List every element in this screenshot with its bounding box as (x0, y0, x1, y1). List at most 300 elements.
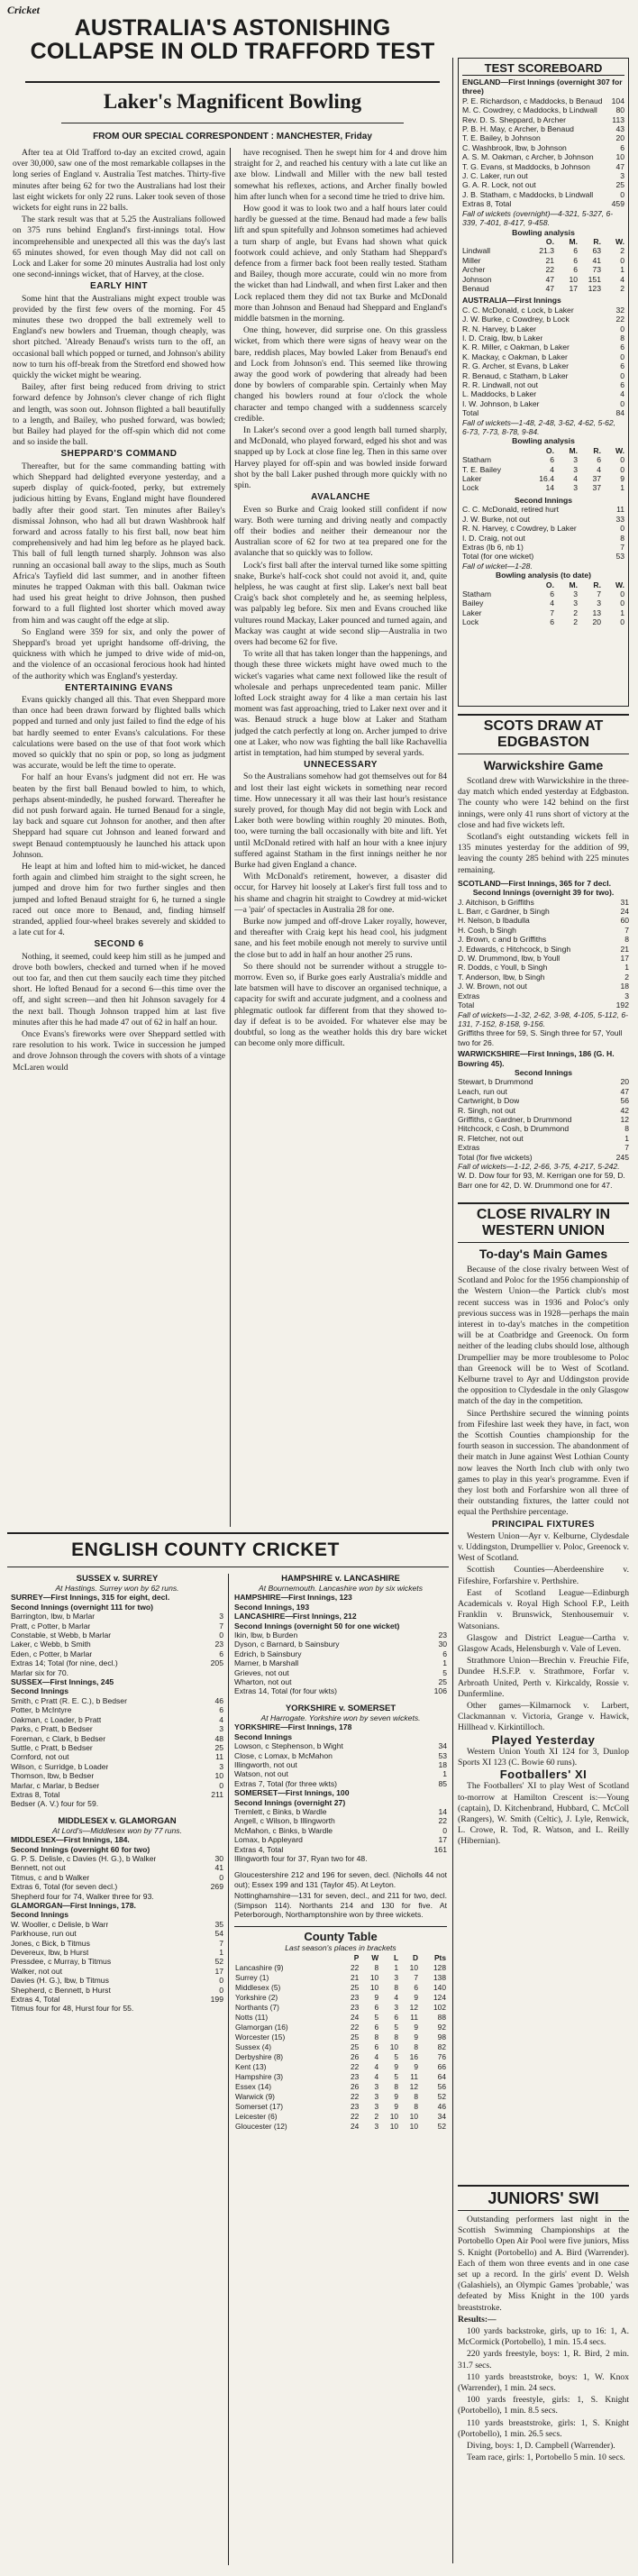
bowling-figure: 20 (592, 617, 601, 627)
score-row (11, 1967, 223, 1976)
table-cell: 7 (414, 1972, 418, 1982)
england-fall-of-wickets: Fall of wickets (overnight)—4-321, 5-327, 6-339, 7-401, 8-417, 9-458. (462, 208, 614, 228)
batsman-entry: R. N. Harvey, c Cowdrey, b Laker (462, 524, 577, 534)
article-paragraph: Lock's first ball after the interval turned like some spitting snake, Burke's half-cock shot could not avoid it, and, quite helpless, he was caught at first slip. Laker's next ball beat Craig's back shot completely and he, as seeming helpless, was palpably leg before. Six men and Evans crouched like vultures round Mackay, Laker pounced and turned again, and Mackay was caught at wide second slip—Australia in two overs had become 62 for five. (234, 560, 447, 647)
score-row (11, 1771, 223, 1780)
bowling-figure: 6 (550, 455, 554, 465)
batsman-entry: W. Wooller, c Delisle, b Warr (11, 1919, 109, 1929)
score-line: Second Innings, 193 (234, 1602, 310, 1612)
table-cell: 4 (374, 2061, 379, 2071)
batsman-entry: A. S. M. Oakman, c Archer, b Johnson (462, 152, 594, 162)
article-paragraph: Scotland's eight outstanding wickets fell in 135 minutes yesterday for the addition of 99, leaving the county 285 behind with 225 minutes remaining. (458, 832, 629, 875)
table-cell: 3 (374, 2121, 379, 2131)
bowling-figure: 13 (592, 607, 601, 617)
batsman-entry: M. C. Cowdrey, c Maddocks, b Lindwall (462, 105, 597, 115)
table-cell: 12 (409, 2002, 418, 2012)
runs-value: 3 (219, 1761, 223, 1771)
score-row (234, 1649, 447, 1658)
match-heading: YORKSHIRE v. SOMERSET (285, 1703, 396, 1713)
table-cell: 6 (374, 2022, 379, 2032)
score-row (234, 1677, 447, 1686)
batsman-entry: G. P. S. Delisle, c Davies (H. G.), b Walker (11, 1853, 157, 1863)
scots-text (458, 776, 629, 876)
batsman-entry: Lomax, b Appleyard (234, 1835, 303, 1845)
score-line: LANCASHIRE—First Innings, 212 (234, 1612, 357, 1621)
bowler-name: Lindwall (462, 246, 491, 256)
score-row (11, 1995, 223, 2004)
crosshead: AVALANCHE (311, 492, 370, 503)
table-cell: 23 (350, 2101, 360, 2111)
score-row (462, 352, 624, 361)
score-row (234, 1760, 447, 1769)
score-row (234, 1769, 447, 1778)
score-row (11, 1621, 223, 1631)
score-row (11, 1873, 223, 1882)
batsman-entry: R. R. Lindwall, not out (462, 380, 539, 389)
runs-value: 33 (615, 514, 624, 524)
result-line: 100 yards backstroke, girls, up to 16: 1, A. McCormick (Portobello), 1 min. 15.4 secs. (458, 2326, 629, 2348)
runs-value: 84 (615, 408, 624, 418)
bowler-name: Benaud (462, 283, 489, 293)
score-row (462, 389, 624, 398)
score-row (11, 1612, 223, 1621)
bowling-figure: 63 (592, 246, 601, 256)
juniors-text (458, 2215, 629, 2463)
runs-value: 6 (620, 142, 624, 152)
table-row (234, 2032, 447, 2042)
batsman-entry: Extras 8, Total (11, 1789, 60, 1799)
score-row (11, 1939, 223, 1948)
table-cell: 3 (394, 2002, 399, 2012)
county-result-paragraph: Gloucestershire 212 and 196 for seven, decl. (Nicholls 44 not out); Essex 199 and 131 (Taylor 45). At Leyton. (234, 1870, 447, 1889)
column-divider (452, 58, 453, 2563)
bowling-figure: 3 (573, 598, 578, 608)
bowling-figure: 6 (550, 617, 554, 627)
bowling-figure: 7 (550, 607, 554, 617)
table-row (234, 1973, 447, 1983)
table-cell: 9 (394, 2101, 399, 2111)
runs-value: 6 (442, 1649, 447, 1658)
article-column-1 (13, 148, 225, 1527)
score-row (462, 524, 624, 533)
table-cell: 9 (414, 2032, 418, 2042)
batsman-entry: Total (for one wicket) (462, 552, 534, 562)
batsman-entry: Potter, b McIntyre (11, 1705, 72, 1715)
bowling-col-head: M. (569, 580, 578, 589)
score-row (462, 199, 624, 208)
score-row (462, 324, 624, 333)
batsman-entry: G. A. R. Lock, not out (462, 180, 536, 190)
batsman-entry: Shepherd, c Bennett, b Hurst (11, 1985, 111, 1995)
australia-second-innings-list (462, 505, 624, 561)
runs-value: 1 (624, 963, 629, 973)
table-cell: 10 (409, 2121, 418, 2131)
score-line: Second Innings (11, 1686, 68, 1696)
score-row (458, 907, 629, 916)
table-cell: 8 (414, 2101, 418, 2111)
bowling-figure: 9 (620, 474, 624, 484)
table-cell: 9 (374, 1992, 379, 2002)
result-line: Team race, girls: 1, Portobello 5 min. 10 secs. (467, 2453, 625, 2463)
bowler-name: Statham (462, 455, 492, 465)
score-row (458, 935, 629, 944)
table-row (234, 2102, 447, 2112)
second-innings-fall-of-wicket: Fall of wicket—1-28. (462, 561, 533, 571)
bowling-figure: 1 (620, 607, 624, 617)
runs-value: 17 (438, 1835, 447, 1845)
batsman-entry: Barrington, lbw, b Marlar (11, 1612, 96, 1621)
table-cell: 9 (394, 2091, 399, 2101)
score-line: YORKSHIRE—First Innings, 178 (234, 1722, 352, 1732)
table-cell: 16 (409, 2051, 418, 2061)
bowling-figure: 14 (545, 483, 554, 493)
table-cell: 9 (414, 1992, 418, 2002)
table-cell: 9 (414, 2061, 418, 2071)
batsman-entry: Pratt, c Potter, b Marlar (11, 1621, 91, 1631)
table-header-row (234, 1953, 447, 1963)
table-cell: 66 (437, 2061, 446, 2071)
runs-value: 0 (219, 1985, 223, 1995)
table-cell: 26 (350, 2081, 360, 2091)
runs-value: 1 (442, 1658, 447, 1668)
article-paragraph: Even so Burke and Craig looked still confident if now wary. Both were turning and driving neatly and compactly off their bodies and neither their demeanour nor the Australian score of 62 for two at tea prepared one for the avalanche that so quickly was to follow. (234, 504, 447, 559)
runs-value: 0 (620, 352, 624, 361)
batsman-entry: Angell, c Wilson, b Illingworth (234, 1816, 335, 1826)
score-row (458, 963, 629, 972)
article-paragraph: Because of the close rivalry between West of Scotland and Poloc for the 1956 championship of the Western Union—the Partick club's most recent success was in 1936 and Poloc's only previous success was in 1928—perhaps the main interest in to-day's matches in the competition will be at Coatbridge and Greenock. On form neither of the leading clubs should lose, although Drumpellier may be more troublesome to Poloc than Greenock will be to West of Scotland. Kelburne travel to Ayr and Uddingston provide the opposition to Clydesdale in the only Glasgow match of the day in the competition. (458, 1265, 629, 1407)
crosshead: UNNECESSARY (304, 760, 378, 771)
score-row (11, 1976, 223, 1985)
table-cell: 6 (374, 2042, 379, 2051)
runs-value: 161 (433, 1844, 447, 1854)
score-row (462, 343, 624, 352)
juniors-swimming-article (458, 2185, 629, 2463)
bowling-row (462, 608, 624, 617)
article-paragraph: Once Evans's fireworks were over Sheppard settled with rare resolution to his work. Twice in succession he jumped and drove Johnson through the covers with shots of a vintage McLaren would (13, 1029, 225, 1073)
scots-headline: SCOTS DRAW AT EDGBASTON (458, 714, 629, 754)
article-paragraph: Bailey, after first being reduced from driving to strict forward defence by Johnson's clever change of rich flight and length, was soon out. Johnson flighted a ball beautifully to a length, and Bailey, who pushed forward, was bowled; but Bailey had played for the off-spin which did not come and so inside the ball. (13, 382, 225, 448)
bowler-name: Statham (462, 589, 492, 598)
bowling-figure: 47 (545, 283, 554, 293)
table-cell: 22 (350, 2111, 360, 2121)
table-cell: 24 (350, 2121, 360, 2131)
scoreboard-title: TEST SCOREBOARD (462, 61, 624, 76)
match-result: At Bournemouth. Lancashire won by six wickets (259, 1584, 423, 1593)
article-paragraph: Outstanding performers last night in the Scottish Swimming Championships at the Portobello Open Air Pool were five juniors, Miss S. Knight (Portobello) and A. Bird (Warrender). Each of them won three events and in one case set up a record. In the girls' event D. Welsh (Galashiels), an Olympic Games 'probable,' was defeated by Miss Knight in the 100 yards breaststroke. (458, 2215, 629, 2313)
table-row (234, 2112, 447, 2122)
results-head: Results:— (458, 2314, 497, 2325)
bowling-header-row (462, 446, 624, 455)
batsman-entry: Walker, not out (11, 1966, 63, 1976)
runs-value: 60 (620, 916, 629, 926)
table-cell: 88 (437, 2012, 446, 2022)
article-paragraph: Some hint that the Australians might expect trouble was provided by the first few overs of the morning. For 45 minutes these two dropped the ball extremely well to England's new bowlers and Trueman, though cheaply, was short pitched. 'Already Benaud's wrists turn to the off, an occasional ball which popped or turned, and Johnson's ability now to turn his off-break from the Stretford end showed how quickly the wicket might be wearing. (13, 293, 225, 381)
county-result-paragraph: Nottinghamshire—131 for seven, decl., and 211 for two, decl. (Simpson 114). Northants 214 and 130 for five. At Peterborough, Northamptonshire won by three wickets. (234, 1891, 447, 1919)
batsman-entry: C. C. McDonald, retired hurt (462, 505, 559, 515)
county-match (234, 1574, 447, 1696)
bowling-figure: 2 (573, 617, 578, 627)
score-line: Second Innings (overnight 60 for two) (11, 1844, 150, 1854)
batsman-entry: J. Edwards, c Hitchcock, b Singh (458, 944, 571, 954)
batsman-entry: Bennett, not out (11, 1863, 66, 1873)
bowling-figure: 0 (620, 589, 624, 598)
article-paragraph: After tea at Old Trafford to-day an excited crowd, again over 30,000, saw one of the most remarkable collapses in the long series of England v. Australia Test matches. Thirty-five minutes after being 62 for two the Australians had lost their last eight wickets for only 22 runs. Laker took seven of those wickets for eight runs in 22 balls. (13, 148, 225, 214)
bowling-figure: 2 (620, 246, 624, 256)
batsman-entry: Total (458, 1000, 475, 1010)
fixture-line: Glasgow and District League—Cartha v. Glasgow Acads, Helensburgh v. Vale of Leven. (458, 1632, 629, 1654)
runs-value: 7 (624, 925, 629, 935)
bowling-to-date-head: Bowling analysis (to date) (495, 571, 591, 580)
bowling-figure: 151 (588, 274, 601, 284)
match-result: At Harrogate. Yorkshire won by seven wickets. (260, 1713, 421, 1722)
table-column-header: Pts (433, 1952, 446, 1962)
table-cell: 23 (350, 2071, 360, 2081)
bowling-figure: 0 (620, 255, 624, 265)
runs-value: 1 (442, 1769, 447, 1779)
runs-value: 41 (214, 1863, 223, 1873)
article-paragraph: have recognised. Then he swept him for 4 and drove him straight for 2, and reached his century with a late cut like an axe blow. Lindwall and Miller with the new ball tested somewhat his reflexes, actions, and Archer finally bowled him after lunch when for a second time he tried to drive him. (234, 148, 447, 202)
scots-subhead: Warwickshire Game (483, 758, 604, 772)
bowling-figure: 6 (597, 455, 601, 465)
score-row (458, 945, 629, 954)
score-line: Marlar six for 70. (11, 1667, 68, 1677)
score-row (458, 973, 629, 982)
bowling-row (462, 246, 624, 255)
bowling-col-head: M. (569, 236, 578, 246)
batsman-entry: J. W. Brown, not out (458, 982, 527, 991)
batsman-entry: J. B. Statham, c Maddocks, b Lindwall (462, 189, 594, 199)
crosshead: SHEPPARD'S COMMAND (60, 449, 178, 460)
score-line: Titmus four for 48, Hurst four for 55. (11, 2004, 134, 2014)
table-cell: 98 (437, 2032, 446, 2042)
table-cell: 1 (394, 1962, 399, 1972)
table-cell: 10 (389, 2121, 399, 2131)
table-cell: 8 (394, 1982, 399, 1992)
runs-value: 113 (612, 114, 624, 124)
runs-value: 32 (615, 305, 624, 315)
bowling-figure: 6 (573, 265, 578, 275)
main-headline: AUSTRALIA'S ASTONISHING COLLAPSE IN OLD TRAFFORD TEST (30, 15, 435, 64)
bowler-name: Laker (462, 607, 482, 617)
score-row (11, 1929, 223, 1938)
result-line: Diving, boys: 1, D. Campbell (Warrender). (467, 2441, 615, 2452)
batsman-entry: Thomson, lbw, b Bedser (11, 1771, 95, 1781)
table-cell: 22 (350, 2022, 360, 2032)
table-cell: 4 (374, 2071, 379, 2081)
bowler-name: Laker (462, 474, 482, 484)
runs-value: 7 (620, 542, 624, 552)
runs-value: 211 (211, 1789, 223, 1799)
bowling-col-head: R. (593, 445, 601, 455)
batsman-entry: L. Barr, c Gardner, b Singh (458, 907, 550, 917)
table-cell: 4 (374, 2051, 379, 2061)
table-cell: 8 (394, 2081, 399, 2091)
bowling-row (462, 256, 624, 265)
runs-value: 104 (611, 96, 624, 105)
score-row (458, 1096, 629, 1105)
county-name: Northants (7) (235, 2002, 279, 2012)
table-cell: 3 (374, 2091, 379, 2101)
table-cell: 9 (394, 2061, 399, 2071)
table-cell: 24 (350, 2012, 360, 2022)
table-row (234, 2062, 447, 2072)
score-row (462, 371, 624, 380)
runs-value: 31 (620, 897, 629, 907)
table-cell: 22 (350, 2091, 360, 2101)
score-row (234, 1807, 447, 1816)
runs-value: 0 (620, 324, 624, 333)
bowling-figure: 0 (620, 617, 624, 627)
batsman-entry: K. R. Miller, c Oakman, b Laker (462, 343, 570, 352)
batsman-entry: Extras 8, Total (462, 199, 512, 209)
batsman-entry: Extras (458, 991, 480, 1000)
score-row (462, 306, 624, 315)
county-name: Glamorgan (16) (235, 2022, 288, 2032)
runs-value: 23 (438, 1631, 447, 1640)
runs-value: 47 (620, 1086, 629, 1096)
article-paragraph: Scotland drew with Warwickshire in the three-day match which ended yesterday at Edgbaston. The county who were 142 behind on the first innings, were only 41 runs short of victory at the close and had five wickets left. (458, 776, 629, 830)
table-column-header: D (412, 1952, 418, 1962)
bowling-col-head: W. (615, 580, 624, 589)
bowling-col-head: W. (615, 236, 624, 246)
score-line: Second Innings (11, 1910, 68, 1920)
bowling-figure: 123 (588, 283, 601, 293)
table-cell: 34 (437, 2111, 446, 2121)
table-cell: 10 (409, 2111, 418, 2121)
bowler-col-head (462, 580, 531, 589)
score-row (458, 1143, 629, 1152)
batsman-entry: Extras (lb 6, nb 1) (462, 542, 524, 552)
bowling-figure: 4 (550, 464, 554, 474)
bowling-figure: 16.4 (539, 474, 554, 484)
county-name: Hampshire (3) (235, 2071, 284, 2081)
batsman-entry: T. Anderson, lbw, b Singh (458, 972, 545, 982)
runs-value: 30 (214, 1853, 223, 1863)
batsman-entry: Extras 7, Total (for three wkts) (234, 1778, 337, 1788)
runs-value: 3 (624, 991, 629, 1000)
section-label: Cricket (7, 4, 40, 16)
batsman-entry: Cornford, not out (11, 1752, 69, 1762)
score-row (462, 315, 624, 324)
scots-draw-article (458, 714, 629, 1190)
bowling-figure: 3 (573, 455, 578, 465)
bowler-name: T. E. Bailey (462, 464, 501, 474)
score-line: MIDDLESEX—First Innings, 184. (11, 1835, 130, 1845)
bowling-figure: 47 (545, 274, 554, 284)
county-name: Kent (13) (235, 2061, 267, 2071)
table-cell: 23 (350, 1992, 360, 2002)
runs-value: 3 (620, 171, 624, 181)
bowling-figure: 22 (545, 265, 554, 275)
runs-value: 17 (214, 1966, 223, 1976)
bowling-figure: 6 (573, 255, 578, 265)
score-row (462, 399, 624, 408)
batsman-entry: R. G. Archer, st Evans, b Laker (462, 361, 569, 371)
table-cell: 12 (409, 2081, 418, 2091)
table-cell: 8 (414, 2042, 418, 2051)
table-cell: 10 (369, 1972, 379, 1982)
match-result: At Lord's—Middlesex won by 77 runs. (52, 1825, 182, 1835)
score-row (234, 1741, 447, 1750)
headline-rule (25, 81, 440, 83)
table-cell: 25 (350, 2032, 360, 2042)
table-cell: 8 (374, 1962, 379, 1972)
runs-value: 1 (624, 1133, 629, 1143)
batsman-entry: R. Singh, not out (458, 1105, 516, 1115)
runs-value: 85 (438, 1778, 447, 1788)
table-cell: 3 (394, 1972, 399, 1982)
runs-value: 7 (219, 1621, 223, 1631)
bowler-name: Lock (462, 617, 479, 627)
table-cell: 6 (414, 1982, 418, 1992)
batsman-entry: J. W. Burke, not out (462, 514, 530, 524)
score-row (11, 1948, 223, 1957)
runs-value: 20 (620, 1077, 629, 1087)
australia-fall-of-wickets: Fall of wickets—1-48, 2-48, 3-62, 4-62, 5-62, 6-73, 7-73, 8-78, 9-84. (462, 417, 616, 437)
fixture-line: Other games—Kilmarnock v. Larbert, Clackmannan v. Victoria, Grange v. Hawick, Hillhead v. Kirkintilloch. (458, 1700, 629, 1733)
bowling-col-head: O. (545, 445, 554, 455)
bowling-figure: 3 (573, 483, 578, 493)
table-cell: 140 (433, 1982, 446, 1992)
batsman-entry: Extras 14, Total (for four wkts) (234, 1686, 337, 1696)
batsman-entry: Total (for five wickets) (458, 1152, 533, 1162)
bowling-analysis-head: Bowling analysis (512, 436, 575, 446)
table-cell: 52 (437, 2121, 446, 2131)
bowling-header-row (462, 580, 624, 589)
runs-value: 6 (620, 380, 624, 389)
batsman-entry: Leach, run out (458, 1086, 507, 1096)
match-heading: SUSSEX v. SURREY (76, 1574, 159, 1584)
runs-value: 53 (438, 1750, 447, 1760)
score-row (11, 1957, 223, 1966)
table-cell: 22 (350, 1962, 360, 1972)
australia-bowling-table (462, 446, 624, 493)
bowling-figure: 4 (597, 464, 601, 474)
score-row (462, 534, 624, 543)
runs-value: 18 (438, 1759, 447, 1769)
score-line: HAMPSHIRE—First Innings, 123 (234, 1593, 352, 1603)
table-cell: 10 (389, 2111, 399, 2121)
bowling-figure: 6 (550, 589, 554, 598)
score-row (458, 1134, 629, 1143)
runs-value: 4 (620, 389, 624, 399)
runs-value: 1 (219, 1948, 223, 1958)
table-cell: 76 (437, 2051, 446, 2061)
score-row (458, 1153, 629, 1162)
score-row (11, 1715, 223, 1724)
batsman-entry: C. Washbrook, lbw, b Johnson (462, 142, 567, 152)
batsman-entry: Davies (H. G.), lbw, b Titmus (11, 1976, 109, 1986)
runs-value: 245 (615, 1152, 629, 1162)
bowling-figure: 2 (620, 283, 624, 293)
table-column-header: P (353, 1952, 360, 1962)
batsman-entry: J. W. Burke, c Cowdrey, b Lock (462, 315, 570, 324)
table-cell: 82 (437, 2042, 446, 2051)
score-line: Second Innings (overnight 50 for one wicket) (234, 1621, 400, 1631)
table-cell: 4 (394, 1992, 399, 2002)
fixture-line: Scottish Counties—Aberdeenshire v. Fifeshire, Forfarshire v. Perthshire. (458, 1565, 629, 1586)
england-batting-list (462, 96, 624, 209)
bowling-figure: 1 (620, 265, 624, 275)
bowling-col-head: O. (545, 580, 554, 589)
score-row (458, 1087, 629, 1096)
scotland-second-innings-head: Second Innings (overnight 39 for two). (472, 888, 615, 898)
bowling-figure: 4 (573, 474, 578, 484)
score-row (11, 1781, 223, 1790)
scotland-bowling-note: Griffiths three for 59, S. Singh three for 57, Youll two for 26. (458, 1028, 623, 1047)
australia-innings-head: AUSTRALIA—First Innings (462, 296, 561, 306)
article-column-2 (234, 148, 447, 1527)
